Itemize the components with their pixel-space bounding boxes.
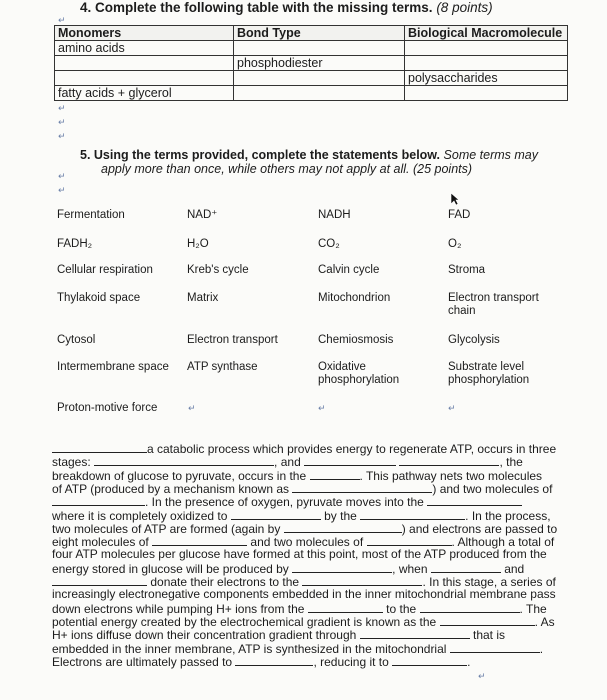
paragraph-text: . Although a total of — [451, 535, 555, 550]
term-stroma: Stroma — [448, 264, 486, 276]
term-fadh2: FADH₂ — [57, 238, 93, 250]
table-cell[interactable] — [234, 41, 405, 56]
paragraph-text: and — [504, 561, 525, 576]
term-fermentation: Fermentation — [57, 209, 125, 221]
bond-table — [54, 25, 568, 101]
term-intermembrane-space: Intermembrane space — [57, 361, 169, 373]
header-bond-type: Bond Type — [234, 26, 405, 41]
term-line: phosphorylation — [448, 374, 530, 386]
paragraph-text: Electrons are ultimately passed to — [52, 654, 233, 669]
answer-blank[interactable] — [94, 455, 174, 466]
paragraph-text: potential energy created by the electrochemical gradient is known as the — [52, 614, 437, 629]
answer-blank[interactable] — [152, 535, 247, 546]
paragraph-text: , and — [274, 455, 301, 470]
table-cell: polysaccharides — [405, 71, 568, 86]
term-line: Substrate level — [448, 361, 525, 373]
paragraph-text: that is — [473, 628, 506, 643]
answer-blank[interactable] — [392, 655, 467, 666]
paragraph-text: , when — [392, 561, 428, 576]
answer-blank[interactable] — [292, 562, 392, 573]
paragraph-mark: ↵ — [58, 118, 66, 128]
paragraph-text: . In this stage, a series of — [422, 575, 556, 589]
paragraph-mark: ↵ — [58, 186, 66, 196]
paragraph-text: , reducing it to — [313, 654, 389, 669]
table-cell[interactable] — [405, 41, 568, 56]
term-proton-motive-force: Proton-motive force — [57, 402, 158, 414]
paragraph-text: and two molecules of — [250, 535, 364, 550]
answer-blank[interactable] — [284, 522, 402, 533]
table-header-row — [55, 26, 568, 41]
answer-blank[interactable] — [420, 602, 520, 613]
paragraph-mark: ↵ — [318, 404, 326, 414]
paragraph-text: H+ ions diffuse down their concentration gradient through — [52, 628, 357, 643]
paragraph-text: down electrons while pumping H+ ions from the — [52, 601, 305, 616]
answer-blank[interactable] — [308, 602, 383, 613]
paragraph-text: ) and two molecules of — [432, 481, 553, 496]
term-cellular-respiration: Cellular respiration — [57, 264, 153, 276]
term-atp-synthase: ATP synthase — [187, 361, 258, 373]
paragraph-text: . The — [519, 601, 547, 616]
term-mitochondrion: Mitochondrion — [318, 292, 391, 304]
table-cell[interactable] — [55, 56, 234, 71]
term-h2o: H₂O — [187, 238, 209, 250]
table-row — [55, 41, 568, 56]
term-line: Electron transport — [448, 292, 539, 304]
paragraph-text: energy stored in glucose will be produced by — [52, 561, 289, 576]
answer-blank[interactable] — [450, 642, 540, 653]
paragraph-text: embedded in the inner membrane, ATP is synthesized in the mitochondrial — [52, 641, 447, 656]
paragraph-text: increasingly electronegative components embedded in the inner mitochondrial membrane pass — [52, 587, 556, 602]
paragraph-mark: ↵ — [448, 404, 456, 414]
answer-blank[interactable] — [292, 482, 432, 493]
answer-blank[interactable] — [235, 655, 313, 666]
answer-blank[interactable] — [52, 495, 145, 506]
paragraph-mark: ↵ — [58, 104, 66, 114]
term-electron-transport: Electron transport — [187, 334, 278, 346]
term-o2: O₂ — [448, 238, 462, 250]
paragraph-text: four ATP molecules per glucose have formed at this point, most of the ATP produced from the — [52, 547, 547, 562]
paragraph-text: . — [467, 654, 471, 669]
paragraph-text: where it is completely oxidized to — [52, 508, 228, 523]
table-cell[interactable] — [55, 71, 234, 86]
term-nadh: NADH — [318, 209, 351, 221]
answer-blank[interactable] — [174, 455, 274, 466]
answer-blank[interactable] — [367, 535, 452, 546]
term-matrix: Matrix — [187, 292, 219, 304]
term-line: phosphorylation — [318, 374, 400, 386]
paragraph-text: ) and electrons are passed to — [401, 521, 558, 536]
answer-blank[interactable] — [52, 575, 147, 586]
header-monomers: Monomers — [55, 26, 234, 41]
term-nad: NAD⁺ — [187, 209, 218, 221]
paragraph-text: . — [539, 641, 544, 656]
paragraph-text: . In the presence of oxygen, pyruvate moves into the — [145, 495, 424, 510]
paragraph-text: stages: — [52, 455, 91, 470]
answer-blank[interactable] — [310, 469, 360, 480]
term-fad: FAD — [448, 209, 471, 221]
paragraph-text: . As — [534, 614, 555, 629]
answer-blank[interactable] — [231, 509, 321, 520]
paragraph-text: eight molecules of — [52, 535, 149, 550]
paragraph-mark: ↵ — [478, 672, 486, 682]
answer-blank[interactable] — [302, 575, 422, 586]
paragraph-mark: ↵ — [58, 16, 66, 26]
term-substrate-level-phosphorylation — [448, 361, 529, 387]
term-cytosol: Cytosol — [57, 334, 96, 346]
table-cell: phosphodiester — [234, 56, 405, 71]
paragraph-text: . This pathway nets two molecules — [359, 468, 543, 483]
term-glycolysis: Glycolysis — [448, 334, 500, 346]
term-line: chain — [448, 305, 476, 317]
table-cell: fatty acids + glycerol — [55, 86, 234, 101]
paragraph-mark: ↵ — [188, 404, 196, 414]
paragraph-text: , the — [499, 455, 523, 470]
mouse-cursor-icon — [450, 192, 460, 206]
term-co2: CO₂ — [318, 238, 340, 250]
paragraph-text: by the — [324, 508, 357, 523]
term-chemiosmosis: Chemiosmosis — [318, 334, 394, 346]
answer-blank[interactable] — [427, 495, 522, 506]
question-4-title: 4. Complete the following table with the missing terms. (8 points) — [80, 0, 493, 15]
paragraph-mark: ↵ — [58, 132, 66, 142]
header-macromolecule: Biological Macromolecule — [405, 26, 568, 41]
term-oxidative-phosphorylation — [318, 361, 399, 387]
term-krebs-cycle: Kreb's cycle — [187, 264, 249, 276]
term-thylakoid-space: Thylakoid space — [57, 292, 141, 304]
paragraph-text: a catabolic process which provides energy to regenerate ATP, occurs in three — [147, 442, 557, 456]
table-cell[interactable] — [405, 86, 568, 101]
table-cell[interactable] — [234, 86, 405, 101]
answer-blank[interactable] — [360, 509, 465, 520]
answer-blank[interactable] — [431, 562, 501, 573]
answer-blank[interactable] — [360, 628, 470, 639]
answer-blank[interactable] — [52, 442, 147, 453]
table-cell[interactable] — [234, 71, 405, 86]
paragraph-text: breakdown of glucose to pyruvate, occurs in the — [52, 468, 307, 483]
table-cell[interactable] — [405, 56, 568, 71]
answer-blank[interactable] — [399, 455, 499, 466]
paragraph-text: two molecules of ATP are formed (again by — [52, 521, 281, 536]
table-row — [55, 71, 568, 86]
paragraph-mark: ↵ — [58, 172, 66, 182]
table-row — [55, 86, 568, 101]
paragraph-text: to the — [386, 601, 417, 616]
table-row — [55, 56, 568, 71]
answer-blank[interactable] — [304, 455, 396, 466]
paragraph-text: . In the process, — [465, 508, 551, 523]
answer-blank[interactable] — [440, 615, 535, 626]
term-calvin-cycle: Calvin cycle — [318, 264, 380, 276]
term-electron-transport-chain — [448, 292, 539, 318]
table-cell: amino acids — [55, 41, 234, 56]
question-5-title: 5. Using the terms provided, complete the statements below. Some terms may apply more than once, while others may not apply at all. (25 points) — [80, 148, 538, 176]
paragraph-text: of ATP (produced by a mechanism known as — [52, 481, 290, 496]
paragraph-text: donate their electrons to the — [150, 575, 300, 589]
term-line: Oxidative — [318, 361, 366, 373]
